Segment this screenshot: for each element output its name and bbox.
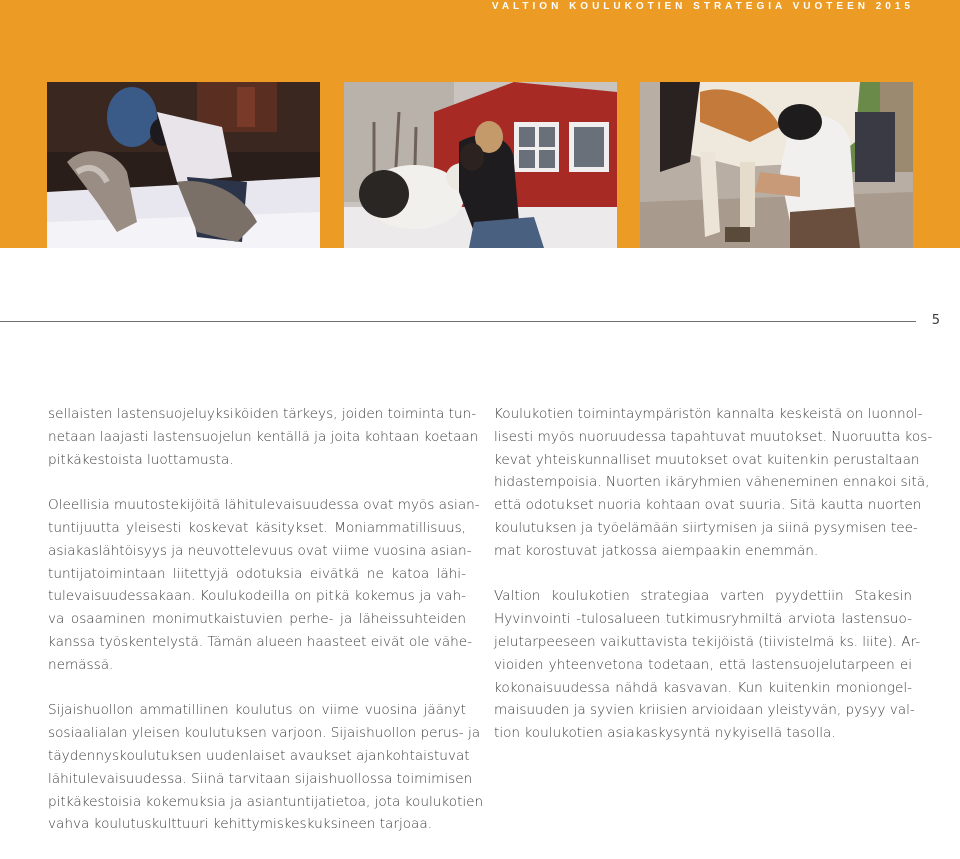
text-line: maisuuden ja syvien kriisien arvioidaan yleistyvän, pysyy val-	[494, 702, 915, 719]
text-line: lisesti myös nuoruudessa tapahtuvat muutokset. Nuoruutta kos-	[494, 428, 933, 445]
text-line: vioiden yhteenvetona todetaan, että lastensuojelutarpeen ei	[494, 656, 912, 673]
text-line: Sijaishuollon ammatillinen koulutus on viime vuosina jäänyt	[48, 702, 466, 719]
text-line: tuntijuutta yleisesti koskevat käsitykset. Moniammatillisuus,	[48, 519, 466, 536]
text-line: kokonaisuudessa nähdä kasvavan. Kun kuitenkin moniongel-	[494, 679, 912, 696]
text-line: täydennyskoulutuksen uudenlaiset avaukset ajankohtaistuvat	[48, 747, 470, 764]
text-line: sellaisten lastensuojeluyksiköiden tärkeys, joiden toiminta tun-	[48, 406, 477, 422]
text-line: sosiaalialan yleisen koulutuksen varjoon. Sijaishuollon perus- ja	[48, 725, 481, 742]
document-title: VALTION KOULUKOTIEN STRATEGIA VUOTEEN 2015	[491, 1, 914, 12]
text-line: Hyvinvointi -tulosalueen tutkimusryhmiltä arviota lastensuo-	[494, 611, 912, 628]
text-line: jelutarpeeseen vaikuttavista tekijöistä (tiivistelmä ks. liite). Ar-	[494, 633, 921, 650]
text-line: asiakaslähtöisyys ja neuvottelevuus ovat viime vuosina asian-	[48, 542, 472, 559]
left-column	[48, 403, 484, 859]
text-line: va osaaminen monimutkaistuvien perhe- ja läheissuhteiden	[48, 611, 466, 628]
header-banner	[0, 0, 960, 248]
text-line: kevat yhteiskunnalliset muutokset ovat kuitenkin perustaltaan	[494, 451, 920, 468]
text-line: hidastempoisia. Nuorten ikäryhmien väheneminen ennakoi sitä,	[494, 474, 930, 491]
page-number: 5	[931, 313, 940, 328]
text-line: kanssa työskentelystä. Tämän alueen haasteet eivät ole vähe-	[48, 633, 472, 650]
text-line: pitkäkestoisia kokemuksia ja asiantuntijatietoa, jota koulukotien	[48, 793, 484, 810]
text-line: Valtion koulukotien strategiaa varten pyydettiin Stakesin	[494, 588, 912, 605]
paragraph	[494, 403, 933, 563]
text-line: Koulukotien toimintaympäristön kannalta keskeistä on luonnol-	[494, 406, 923, 422]
paragraph	[48, 403, 479, 471]
text-line: tulevaisuudessakaan. Koulukodeilla on pitkä kokemus ja vah-	[48, 588, 466, 605]
text-line: tuntijatoimintaan liitettyjä odotuksia eivätkä ne katoa lähi-	[48, 565, 466, 582]
text-line: että odotukset nuoria kohtaan ovat suuria. Sitä kautta nuorten	[494, 497, 922, 514]
paragraph	[494, 585, 921, 745]
photo-horse-care	[640, 82, 913, 248]
paragraph	[48, 699, 484, 836]
text-line: netaan laajasti lastensuojelun kentällä ja joita kohtaan koetaan	[48, 428, 479, 445]
right-column	[494, 403, 933, 768]
text-line: pitkäkestoista luottamusta.	[48, 451, 234, 468]
text-line: mat korostuvat jatkossa aiempaakin enemmän.	[494, 542, 819, 559]
photo-sheep-barn	[344, 82, 617, 248]
text-line: vahva koulutuskulttuuri kehittymiskeskuksineen tarjoaa.	[48, 816, 433, 833]
text-line: tion koulukotien asiakaskysyntä nykyisellä tasolla.	[494, 725, 836, 742]
paragraph	[48, 494, 480, 676]
photo-winter-dogs	[47, 82, 320, 248]
horizontal-rule	[0, 321, 916, 322]
text-line: nemässä.	[48, 656, 114, 673]
text-line: lähitulevaisuudessa. Siinä tarvitaan sijaishuollossa toimimisen	[48, 770, 473, 787]
text-line: koulutuksen ja työelämään siirtymisen ja siinä pysymisen tee-	[494, 519, 918, 536]
text-line: Oleellisia muutostekijöitä lähitulevaisuudessa ovat myös asian-	[48, 497, 480, 514]
